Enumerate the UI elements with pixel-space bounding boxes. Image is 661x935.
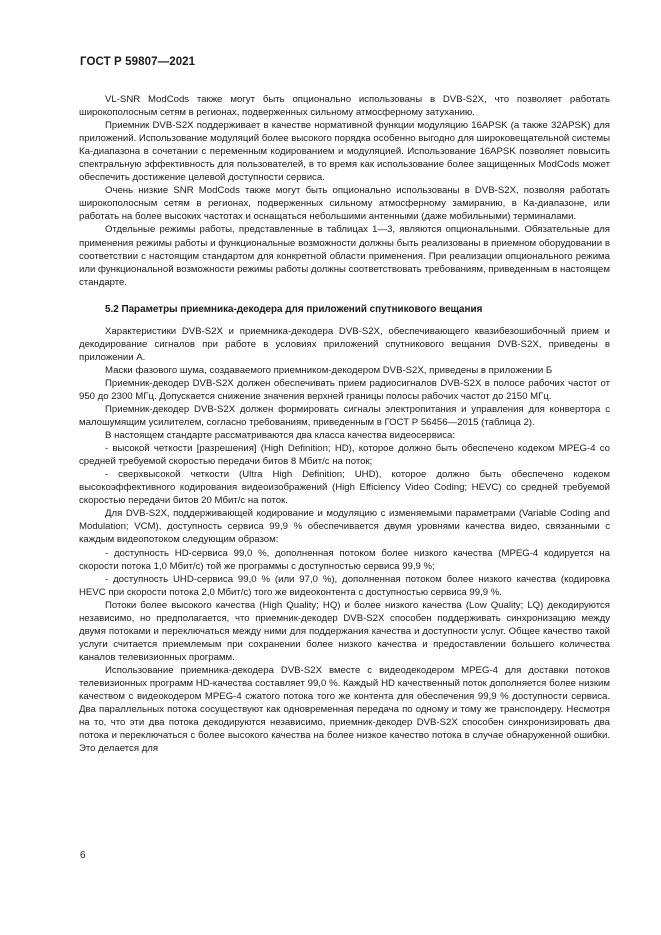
- list-item-uhd: - сверхвысокой четкости (Ultra High Definition; UHD), которое должно быть обеспечено кодеком высокоэффективного кодирования видеоизображений (High Efficiency Video Coding; HEVC) со средней требуемой скоростью передачи битов 20 Мбит/с на поток.: [79, 469, 610, 507]
- paragraph-lnb-power: Приемник-декодер DVB-S2X должен формировать сигналы электропитания и управления для конвертора с малошумящим усилителем, согласно требованиям, приведенным в ГОСТ Р 56456—2015 (таблица 2).: [79, 403, 610, 429]
- paragraph-vcm-availability: Для DVB-S2X, поддерживающей кодирование и модуляцию с изменяемыми параметрами (Variable Coding and Modulation; VCM), доступность сервиса 99,9 % обеспечивается двумя уровнями качества видео, связанными с каждым видеопотоком следующим образом:: [79, 508, 610, 546]
- paragraph-optional-modes: Отдельные режимы работы, представленные в таблицах 1—3, являются опциональными. Обязательные для применения режимы работы и функциональные возможности должны быть реализованы в приемном оборудовании в соответствии с настоящим стандартом для конкретной области применения. При реализации опционального режима или функциональной возможности режимы работы должны соответствовать требованиям, приведенным в настоящем стандарте.: [79, 224, 610, 288]
- standard-header: ГОСТ Р 59807—2021: [80, 56, 196, 68]
- document-body: [79, 93, 610, 755]
- paragraph-very-low-snr: Очень низкие SNR ModCods также могут быть опционально использованы в DVB-S2X, позволяя работать широкополосным сетям в регионах, подверженных сильному атмосферному замиранию, в Ка-диапазоне, или работать на более высоких частотах и оснащаться небольшими антенными (даже мобильными) терминалами.: [79, 185, 610, 223]
- paragraph-phase-noise-masks: Маски фазового шума, создаваемого приемником-декодером DVB-S2X, приведены в приложении Б: [105, 364, 553, 376]
- list-item-uhd-availability: - доступность UHD-сервиса 99,0 % (или 97,0 %), дополненная потоком более низкого качества (кодировка HEVC при скорости потока 2,0 Мбит/с) того же видеоконтента с доступностью сервиса 99,9 %.: [79, 573, 610, 598]
- paragraph-mpeg4-delivery: Использование приемника-декодера DVB-S2X вместе с видеодекодером MPEG-4 для доставки потоков телевизионных программ HD-качества составляет 99,0 %. Каждый HD качественный поток дополняется более низким качеством с видеокодером MPEG-4 сжатого потока того же контента для обеспечения 99,9 % доступности сервиса. Два параллельных потока сосуществуют как одновременная передача по одному и тому же транспондеру. Несмотря на то, что эти два потока декодируются независимо, приемник-декодер DVB-S2X способен синхронизировать два потока и переключаться с более высокого качества на более низкое качество потока в случае обнаруженной ошибки. Это делается для: [79, 664, 610, 755]
- page-number: 6: [80, 850, 86, 861]
- paragraph-vl-snr-modcods: VL-SNR ModCods также могут быть опционально использованы в DVB-S2X, что позволяет работать широкополосным сетям в регионах, подверженных сильному атмосферному затуханию.: [79, 94, 610, 119]
- paragraph-video-classes: В настоящем стандарте рассматриваются два класса качества видеосервиса:: [105, 430, 455, 442]
- section-heading: 5.2 Параметры приемника-декодера для приложений спутникового вещания: [105, 303, 483, 315]
- paragraph-16apsk-support: Приемник DVB-S2X поддерживает в качестве нормативной функции модуляцию 16APSK (а также 32APSK) для приложений. Использование модуляций более высокого порядка особенно выгодно для широковещательной системы Ка-диапазона в сочетании с переменным кодированием и модуляцией. Использование 16APSK позволяет повысить спектральную эффективность для пользователей, в то время как использование более защищенных ModCods может обеспечить достижение целевой доступности сервиса.: [79, 120, 610, 184]
- list-item-hd-availability: - доступность HD-сервиса 99,0 %, дополненная потоком более низкого качества (MPEG-4 кодируется на скорости потока 1,0 Мбит/с) той же программы с доступностью сервиса 99,9 %;: [79, 547, 610, 572]
- list-item-hd: - высокой четкости [разрешения] (High Definition; HD), которое должно быть обеспечено кодеком MPEG-4 со средней требуемой скоростью передачи битов 8 Мбит/с на поток;: [79, 443, 610, 468]
- paragraph-characteristics: Характеристики DVB-S2X и приемника-декодера DVB-S2X, обеспечивающего квазибезошибочный прием и декодирование сигналов при работе в условиях приложений спутникового вещания DVB-S2X, приведены в приложении А.: [79, 325, 610, 363]
- paragraph-hq-lq-streams: Потоки более высокого качества (High Quality; HQ) и более низкого качества (Low Quality; LQ) декодируются независимо, но предполагается, что приемник-декодер DVB-S2X способен поддерживать синхронизацию между двумя потоками и переключаться между ними для поддержания качества и доступности услуг. Общее качество такой услуги считается приемлемым при сохранении более низкого качества и предоставлении большего количества каналов телевизионных программ.: [79, 599, 610, 663]
- paragraph-frequency-band: Приемник-декодер DVB-S2X должен обеспечивать прием радиосигналов DVB-S2X в полосе рабочих частот от 950 до 2300 МГц. Допускается снижение значения верхней границы полосы рабочих частот до 2150 МГц.: [79, 377, 610, 402]
